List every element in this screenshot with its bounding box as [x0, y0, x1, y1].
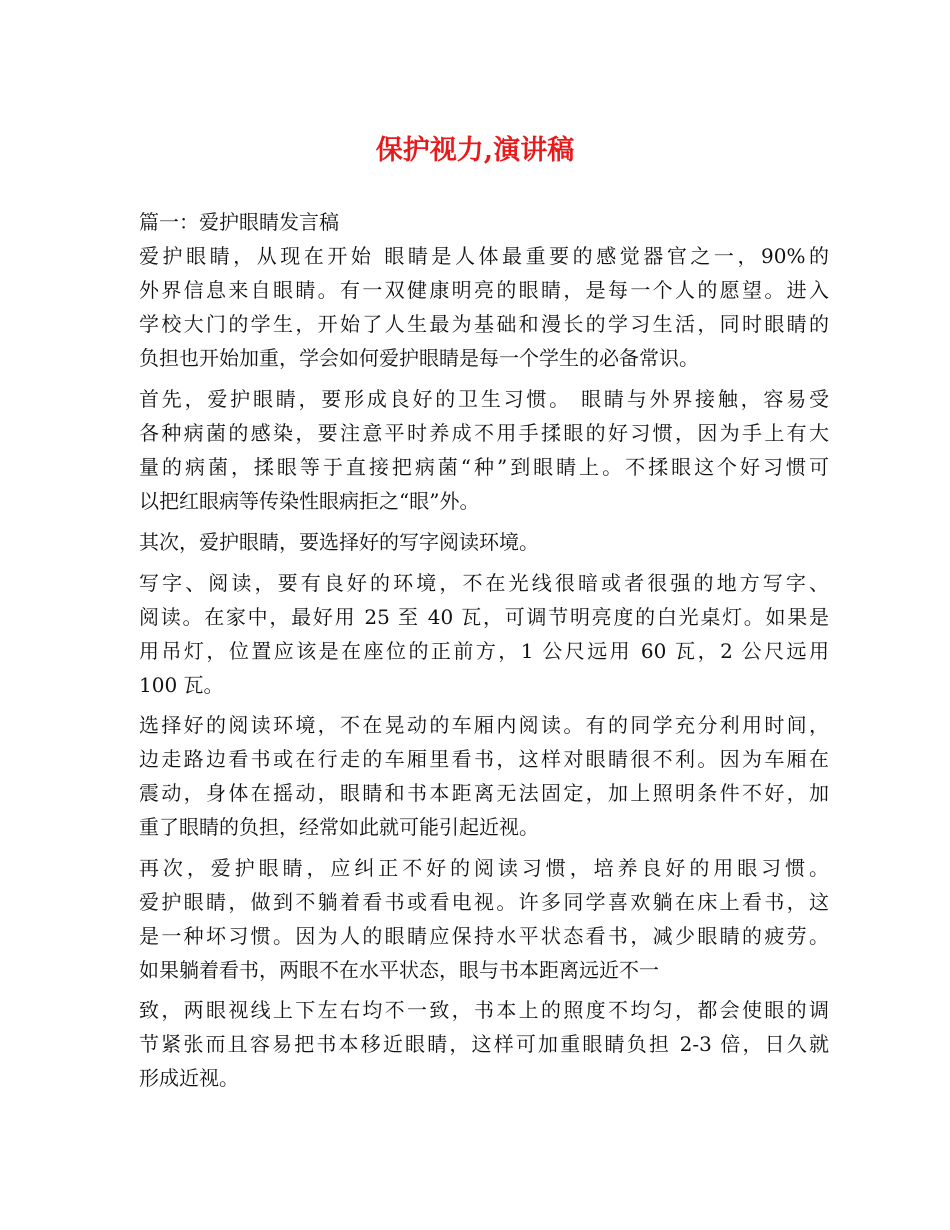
body-line: 量的病菌，揉眼等于直接把病菌“种”到眼睛上。不揉眼这个好习惯可 [139, 455, 829, 479]
body-line: 致，两眼视线上下左右均不一致，书本上的照度不均匀，都会使眼的调 [139, 998, 829, 1022]
body-line: 阅读。在家中，最好用 25 至 40 瓦，可调节明亮度的白光桌灯。如果是 [139, 605, 829, 629]
body-line: 100 瓦。 [139, 673, 224, 697]
body-line: 重了眼睛的负担，经常如此就可能引起近视。 [139, 815, 539, 839]
body-line: 是一种坏习惯。因为人的眼睛应保持水平状态看书，减少眼睛的疲劳。 [139, 924, 829, 948]
body-line: 选择好的阅读环境，不在晃动的车厢内阅读。有的同学充分利用时间， [139, 713, 829, 737]
body-line: 形成近视。 [139, 1066, 239, 1090]
body-line: 各种病菌的感染，要注意平时养成不用手揉眼的好习惯，因为手上有大 [139, 421, 829, 445]
body-line: 用吊灯，位置应该是在座位的正前方，1 公尺远用 60 瓦，2 公尺远用 [139, 639, 829, 663]
body-line: 以把红眼病等传染性眼病拒之“眼”外。 [139, 489, 480, 513]
body-line: 负担也开始加重，学会如何爱护眼睛是每一个学生的必备常识。 [139, 346, 699, 370]
body-line: 如果躺着看书，两眼不在水平状态，眼与书本距离远近不一 [139, 958, 659, 982]
body-line: 爱护眼睛，做到不躺着看书或看电视。许多同学喜欢躺在床上看书，这 [139, 890, 829, 914]
body-line: 首先，爱护眼睛，要形成良好的卫生习惯。 眼睛与外界接触，容易受 [139, 387, 829, 411]
document-title: 保护视力,演讲稿 [375, 135, 575, 166]
body-line: 边走路边看书或在行走的车厢里看书，这样对眼睛很不利。因为车厢在 [139, 747, 829, 771]
body-line: 再次，爱护眼睛，应纠正不好的阅读习惯，培养良好的用眼习惯。 [139, 856, 829, 880]
body-line: 震动，身体在摇动，眼睛和书本距离无法固定，加上照明条件不好，加 [139, 781, 829, 805]
body-line: 写字、阅读，要有良好的环境，不在光线很暗或者很强的地方写字、 [139, 571, 829, 595]
section-heading: 篇一：爱护眼睛发言稿 [139, 210, 339, 234]
body-line: 外界信息来自眼睛。有一双健康明亮的眼睛，是每一个人的愿望。进入 [139, 278, 829, 302]
body-line: 其次，爱护眼睛，要选择好的写字阅读环境。 [139, 530, 539, 554]
body-line: 爱护眼睛，从现在开始 眼睛是人体最重要的感觉器官之一，90%的 [139, 244, 829, 268]
body-line: 学校大门的学生，开始了人生最为基础和漫长的学习生活，同时眼睛的 [139, 312, 829, 336]
body-line: 节紧张而且容易把书本移近眼睛，这样可加重眼睛负担 2-3 倍，日久就 [139, 1032, 829, 1056]
